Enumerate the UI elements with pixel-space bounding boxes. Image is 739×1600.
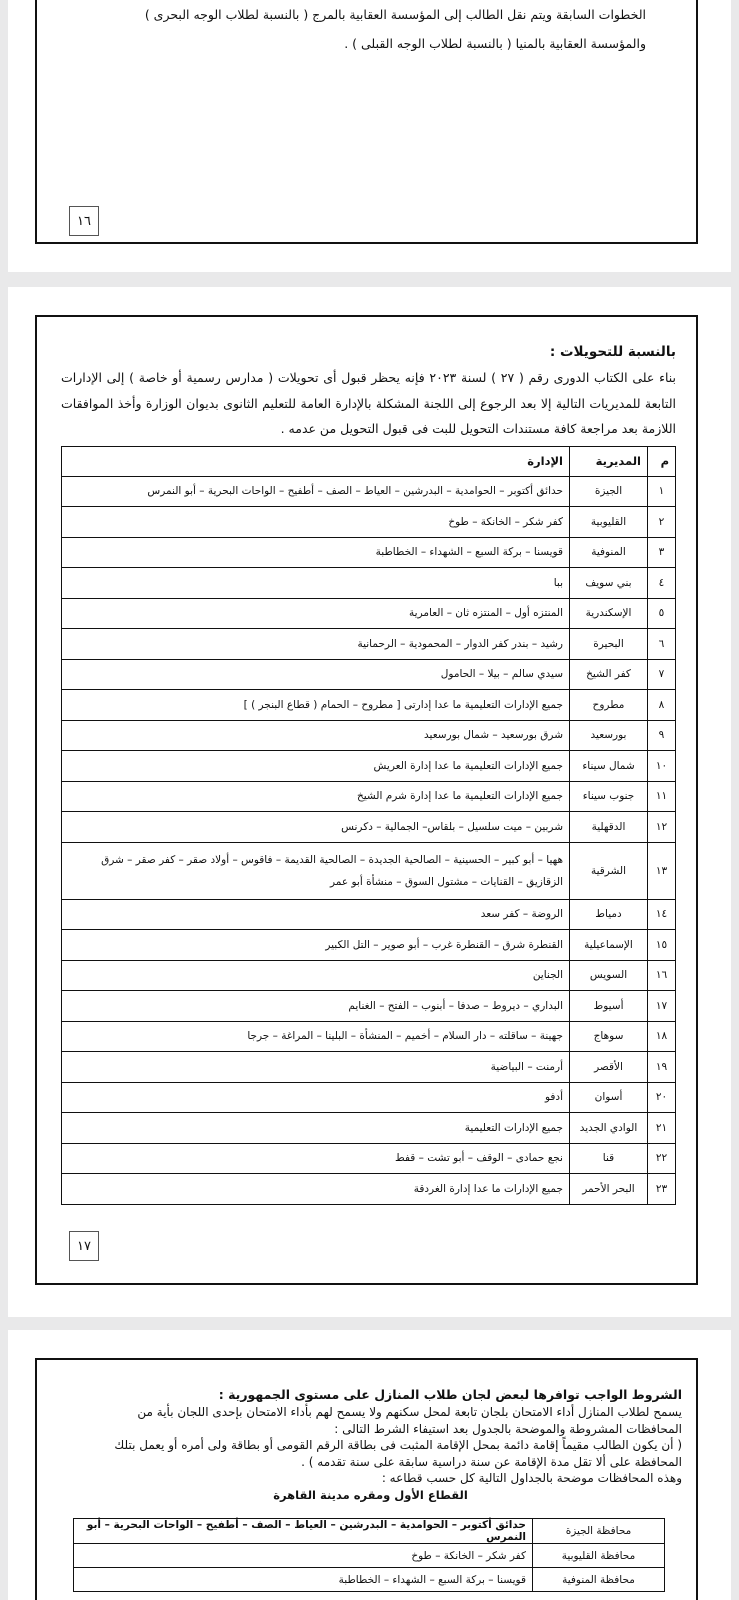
row-number: ١٩ — [648, 1052, 676, 1083]
row-administration: أرمنت – البياضية — [62, 1052, 570, 1083]
row-number: ١٧ — [648, 991, 676, 1022]
row-directorate: شمال سيناء — [570, 751, 648, 782]
text-line: وهذه المحافظات موضحة بالجداول التالية كل حسب قطاعه : — [381, 1471, 682, 1485]
row-number: ١٥ — [648, 930, 676, 961]
row-governorate: محافظة القليوبية — [533, 1544, 665, 1568]
row-number: ١١ — [648, 781, 676, 812]
table-row — [62, 842, 676, 899]
table-row — [62, 720, 676, 751]
row-directorate: مطروح — [570, 690, 648, 721]
page-18-frame — [35, 1358, 698, 1600]
page-18-content — [59, 1386, 682, 1503]
conditions-heading: الشروط الواجب توافرها لبعض لجان طلاب المنازل على مستوى الجمهورية : — [218, 1387, 682, 1402]
table-row — [62, 1174, 676, 1205]
row-directorate: قنا — [570, 1143, 648, 1174]
row-number: ١٠ — [648, 751, 676, 782]
table-row — [62, 659, 676, 690]
row-directorate: الدقهلية — [570, 812, 648, 843]
row-number: ٢ — [648, 507, 676, 538]
row-directorate: بني سويف — [570, 568, 648, 599]
table-row — [62, 751, 676, 782]
page-18 — [8, 1330, 731, 1600]
table-row — [62, 537, 676, 568]
row-administration: ههيا – أبو كبير – الحسينية – الصالحية الجديدة – الصالحية القديمة – فاقوس – أولاد صقر – كفر صقر – شرق الزقازيق – القنايات – مشتول السوق – منشأة أبو عمر — [62, 842, 570, 899]
row-administration: جميع الإدارات التعليمية ما عدا إدارتى [ مطروح – الحمام ( قطاع البنجر ) ] — [62, 690, 570, 721]
row-directorate: أسوان — [570, 1082, 648, 1113]
text-line: ( أن يكون الطالب مقيماً إقامة دائمة بمحل الإقامة المثبت فى بطاقة الرقم القومى أو بطاقة ولى أمره أو يعمل بتلك — [114, 1438, 682, 1452]
row-administration: الجناين — [62, 960, 570, 991]
text-line: يسمح لطلاب المنازل أداء الامتحان بلجان تابعة لمحل سكنهم ولا يسمح لهم بأداء الامتحان بإحدى اللجان بأية من — [137, 1405, 682, 1419]
page-17-frame — [35, 315, 698, 1285]
row-directorate: البحيرة — [570, 629, 648, 660]
table-row — [62, 690, 676, 721]
table-row — [62, 781, 676, 812]
table-row — [62, 598, 676, 629]
table-body — [62, 476, 676, 1204]
page-number: ١٧ — [69, 1231, 99, 1261]
table-row — [62, 1113, 676, 1144]
table-row — [62, 1021, 676, 1052]
row-number: ٦ — [648, 629, 676, 660]
row-administration: البداري – ديروط – صدفا – أبنوب – الفتح – الغنايم — [62, 991, 570, 1022]
header-administration: الإدارة — [62, 446, 570, 476]
row-administrations: حدائق أكتوبر – الحوامدية – البدرشين – العياط – الصف – أطفيح – الواحات البحرية – أبو النمرس — [74, 1519, 533, 1544]
sector-table — [73, 1518, 665, 1592]
row-directorate: بورسعيد — [570, 720, 648, 751]
row-number: ٤ — [648, 568, 676, 599]
row-administration: جميع الإدارات التعليمية ما عدا إدارة شرم الشيخ — [62, 781, 570, 812]
row-administration: كفر شكر – الخانكة – طوخ — [62, 507, 570, 538]
row-directorate: الأقصر — [570, 1052, 648, 1083]
row-administration: حدائق أكتوبر – الحوامدية – البدرشين – العياط – الصف – أطفيح – الواحات البحرية – أبو النمرس — [62, 476, 570, 507]
row-administration: جميع الإدارات التعليمية — [62, 1113, 570, 1144]
row-number: ٢٢ — [648, 1143, 676, 1174]
row-administration: أدفو — [62, 1082, 570, 1113]
row-administrations: قويسنا – بركة السبع – الشهداء – الخطاطبة — [74, 1568, 533, 1592]
page-17-content — [61, 339, 676, 1205]
row-number: ٣ — [648, 537, 676, 568]
text-line: المحافظة على ألا تقل مدة الإقامة عن سنة دراسية سابقة على سنة تقدمه ) . — [301, 1454, 682, 1469]
row-administration: شربين – ميت سلسيل – بلقاس– الجمالية – دكرنس — [62, 812, 570, 843]
row-directorate: الوادي الجديد — [570, 1113, 648, 1144]
row-administration: سيدي سالم – بيلا – الحامول — [62, 659, 570, 690]
page-16-text — [59, 0, 646, 58]
row-directorate: أسيوط — [570, 991, 648, 1022]
section-paragraph: بناء على الكتاب الدورى رقم ( ٢٧ ) لسنة ٢٠٢٣ فإنه يحظر قبول أى تحويلات ( مدارس رسمية أو خاصة ) إلى الإدارات التابعة للمديريات التالية إلا بعد الرجوع إلى اللجنة المشكلة بالإدارة العامة للتعليم الثانوى بديوان الوزارة وأخذ الموافقات اللازمة بعد مراجعة كافة مستندات التحويل للبت فى قبول التحويل من عدمه . — [61, 370, 677, 436]
row-number: ٩ — [648, 720, 676, 751]
header-num: م — [648, 446, 676, 476]
row-administration: جهينة – ساقلته – دار السلام – أخميم – المنشأة – البلينا – المراغة – جرجا — [62, 1021, 570, 1052]
table-row — [62, 568, 676, 599]
row-administrations: كفر شكر – الخانكة – طوخ — [74, 1544, 533, 1568]
page-number: ١٦ — [69, 206, 99, 236]
row-directorate: المنوفية — [570, 537, 648, 568]
row-directorate: الإسماعيلية — [570, 930, 648, 961]
table-header-row — [62, 446, 676, 476]
table-row — [62, 930, 676, 961]
sector-title: القطاع الأول ومقره مدينة القاهرة — [273, 1487, 468, 1502]
row-governorate: محافظة المنوفية — [533, 1568, 665, 1592]
row-directorate: كفر الشيخ — [570, 659, 648, 690]
row-administration: القنطرة شرق – القنطرة غرب – أبو صوير – التل الكبير — [62, 930, 570, 961]
table-row — [62, 1052, 676, 1083]
section-heading: بالنسبة للتحويلات : — [549, 344, 676, 360]
row-administration: المنتزه أول – المنتزه ثان – العامرية — [62, 598, 570, 629]
table-row — [62, 1082, 676, 1113]
row-directorate: السويس — [570, 960, 648, 991]
table-row — [62, 991, 676, 1022]
row-administration: جميع الإدارات ما عدا إدارة الغردقة — [62, 1174, 570, 1205]
row-number: ١ — [648, 476, 676, 507]
text-line: الخطوات السابقة ويتم نقل الطالب إلى المؤسسة العقابية بالمرج ( بالنسبة لطلاب الوجه البحرى ) — [144, 7, 646, 22]
row-administration: ببا — [62, 568, 570, 599]
row-number: ٢١ — [648, 1113, 676, 1144]
table-row — [62, 476, 676, 507]
row-governorate: محافظة الجيزة — [533, 1519, 665, 1544]
row-number: ١٣ — [648, 842, 676, 899]
page-17 — [8, 287, 731, 1317]
table-row — [62, 899, 676, 930]
row-number: ١٢ — [648, 812, 676, 843]
row-directorate: جنوب سيناء — [570, 781, 648, 812]
row-directorate: الجيزة — [570, 476, 648, 507]
row-administration: الروضة – كفر سعد — [62, 899, 570, 930]
row-number: ١٦ — [648, 960, 676, 991]
row-directorate: البحر الأحمر — [570, 1174, 648, 1205]
table-row — [62, 812, 676, 843]
table-row — [62, 507, 676, 538]
row-directorate: سوهاج — [570, 1021, 648, 1052]
row-directorate: الشرقية — [570, 842, 648, 899]
row-number: ٨ — [648, 690, 676, 721]
row-administration: نجع حمادى – الوقف – أبو تشت – قفط — [62, 1143, 570, 1174]
table-row — [74, 1544, 665, 1568]
row-directorate: الإسكندرية — [570, 598, 648, 629]
transfers-table — [61, 446, 676, 1205]
table-row — [62, 629, 676, 660]
header-directorate: المديرية — [570, 446, 648, 476]
row-administration: قويسنا – بركة السبع – الشهداء – الخطاطبة — [62, 537, 570, 568]
row-administration: شرق بورسعيد – شمال بورسعيد — [62, 720, 570, 751]
text-line: والمؤسسة العقابية بالمنيا ( بالنسبة لطلاب الوجه القبلى ) . — [344, 36, 646, 51]
table-row — [62, 1143, 676, 1174]
text-line: المحافظات المشروطة والموضحة بالجدول بعد استيفاء الشرط التالى : — [334, 1421, 682, 1436]
table-row — [74, 1568, 665, 1592]
row-number: ٢٣ — [648, 1174, 676, 1205]
row-number: ٥ — [648, 598, 676, 629]
table-row — [62, 960, 676, 991]
row-directorate: القليوبية — [570, 507, 648, 538]
row-number: ١٤ — [648, 899, 676, 930]
row-administration: رشيد – بندر كفر الدوار – المحمودية – الرحمانية — [62, 629, 570, 660]
page-16-frame — [35, 0, 698, 244]
row-directorate: دمياط — [570, 899, 648, 930]
row-number: ١٨ — [648, 1021, 676, 1052]
page-16 — [8, 0, 731, 272]
table-row — [74, 1519, 665, 1544]
row-number: ٧ — [648, 659, 676, 690]
row-administration: جميع الإدارات التعليمية ما عدا إدارة العريش — [62, 751, 570, 782]
sector-table-body — [74, 1519, 665, 1592]
row-number: ٢٠ — [648, 1082, 676, 1113]
